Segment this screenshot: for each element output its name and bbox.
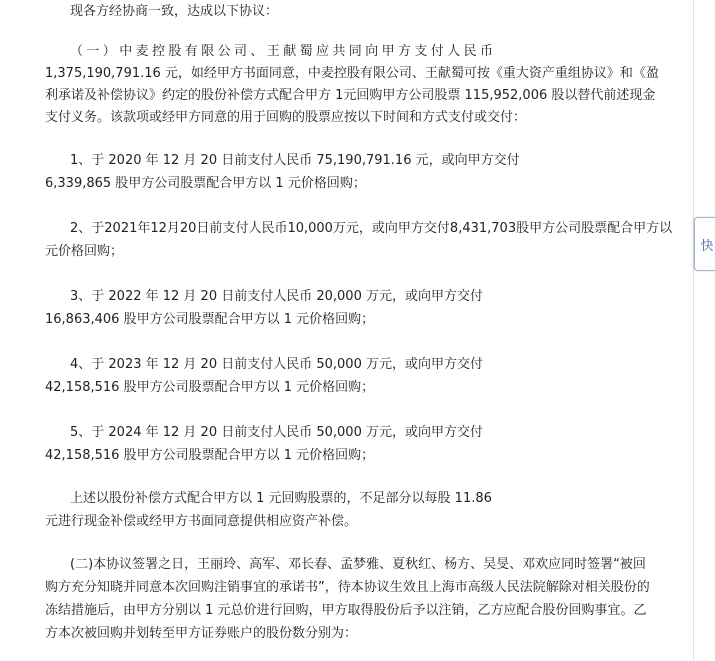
clause-one-line-4: 支付义务。该款项或经甲方同意的用于回购的股票应按以下时间和方式支付或交付：	[45, 110, 527, 125]
payment-item-3: 3、于 2022 年 12 月 20 日前支付人民币 20,000 万元，或向甲方交付	[70, 289, 483, 304]
payment-item-2-cont: 元价格回购；	[45, 244, 124, 259]
clause-two-line-2: 购方充分知晓并同意本次回购注销事宜的承诺书”，待本协议生效且上海市高级人民法院解除对相关股份的	[45, 580, 650, 595]
payment-item-1: 1、于 2020 年 12 月 20 日前支付人民币 75,190,791.16 元，或向甲方交付	[70, 153, 520, 168]
clause-two-line-4: 方本次被回购并划转至甲方证券账户的股份数分别为：	[45, 626, 358, 641]
clause-one-line-2: 1,375,190,791.16 元，如经甲方书面同意，中麦控股有限公司、王献蜀可按《重大资产重组协议》和《盈	[45, 66, 659, 81]
clause-two-line-1: (二)本协议签署之日，王丽玲、高军、邓长春、孟梦雅、夏秋红、杨方、吴旻、邓欢应同时签署“被回	[70, 557, 646, 572]
page-edge-divider	[693, 0, 694, 661]
compensation-note: 上述以股份补偿方式配合甲方以 1 元回购股票的，不足部分以每股 11.86	[70, 491, 492, 506]
payment-item-4-cont: 42,158,516 股甲方公司股票配合甲方以 1 元价格回购；	[45, 380, 375, 395]
payment-item-2: 2、于2021年12月20日前支付人民币10,000万元，或向甲方交付8,431,703股甲方公司股票配合甲方以	[70, 221, 673, 236]
payment-item-1-cont: 6,339,865 股甲方公司股票配合甲方以 1 元价格回购；	[45, 176, 366, 191]
compensation-note-cont: 元进行现金补偿或经甲方书面同意提供相应资产补偿。	[45, 514, 358, 529]
intro-line: 现各方经协商一致，达成以下协议：	[70, 4, 279, 19]
payment-item-5-cont: 42,158,516 股甲方公司股票配合甲方以 1 元价格回购；	[45, 448, 375, 463]
side-quick-tab-label: 快	[700, 238, 714, 254]
clause-one-heading: （一）中麦控股有限公司、王献蜀应共同向甲方支付人民币	[70, 44, 497, 59]
payment-item-3-cont: 16,863,406 股甲方公司股票配合甲方以 1 元价格回购；	[45, 312, 375, 327]
clause-two-line-3: 冻结措施后，由甲方分别以 1 元总价进行回购，甲方取得股份后予以注销，乙方应配合股份回购事宜。乙	[45, 603, 647, 618]
clause-one-line-3: 利承诺及补偿协议》约定的股份补偿方式配合甲方 1元回购甲方公司股票 115,952,006 股以替代前述现金	[45, 88, 656, 103]
side-quick-tab[interactable]	[694, 217, 715, 271]
payment-item-4: 4、于 2023 年 12 月 20 日前支付人民币 50,000 万元，或向甲方交付	[70, 357, 483, 372]
payment-item-5: 5、于 2024 年 12 月 20 日前支付人民币 50,000 万元，或向甲方交付	[70, 425, 483, 440]
